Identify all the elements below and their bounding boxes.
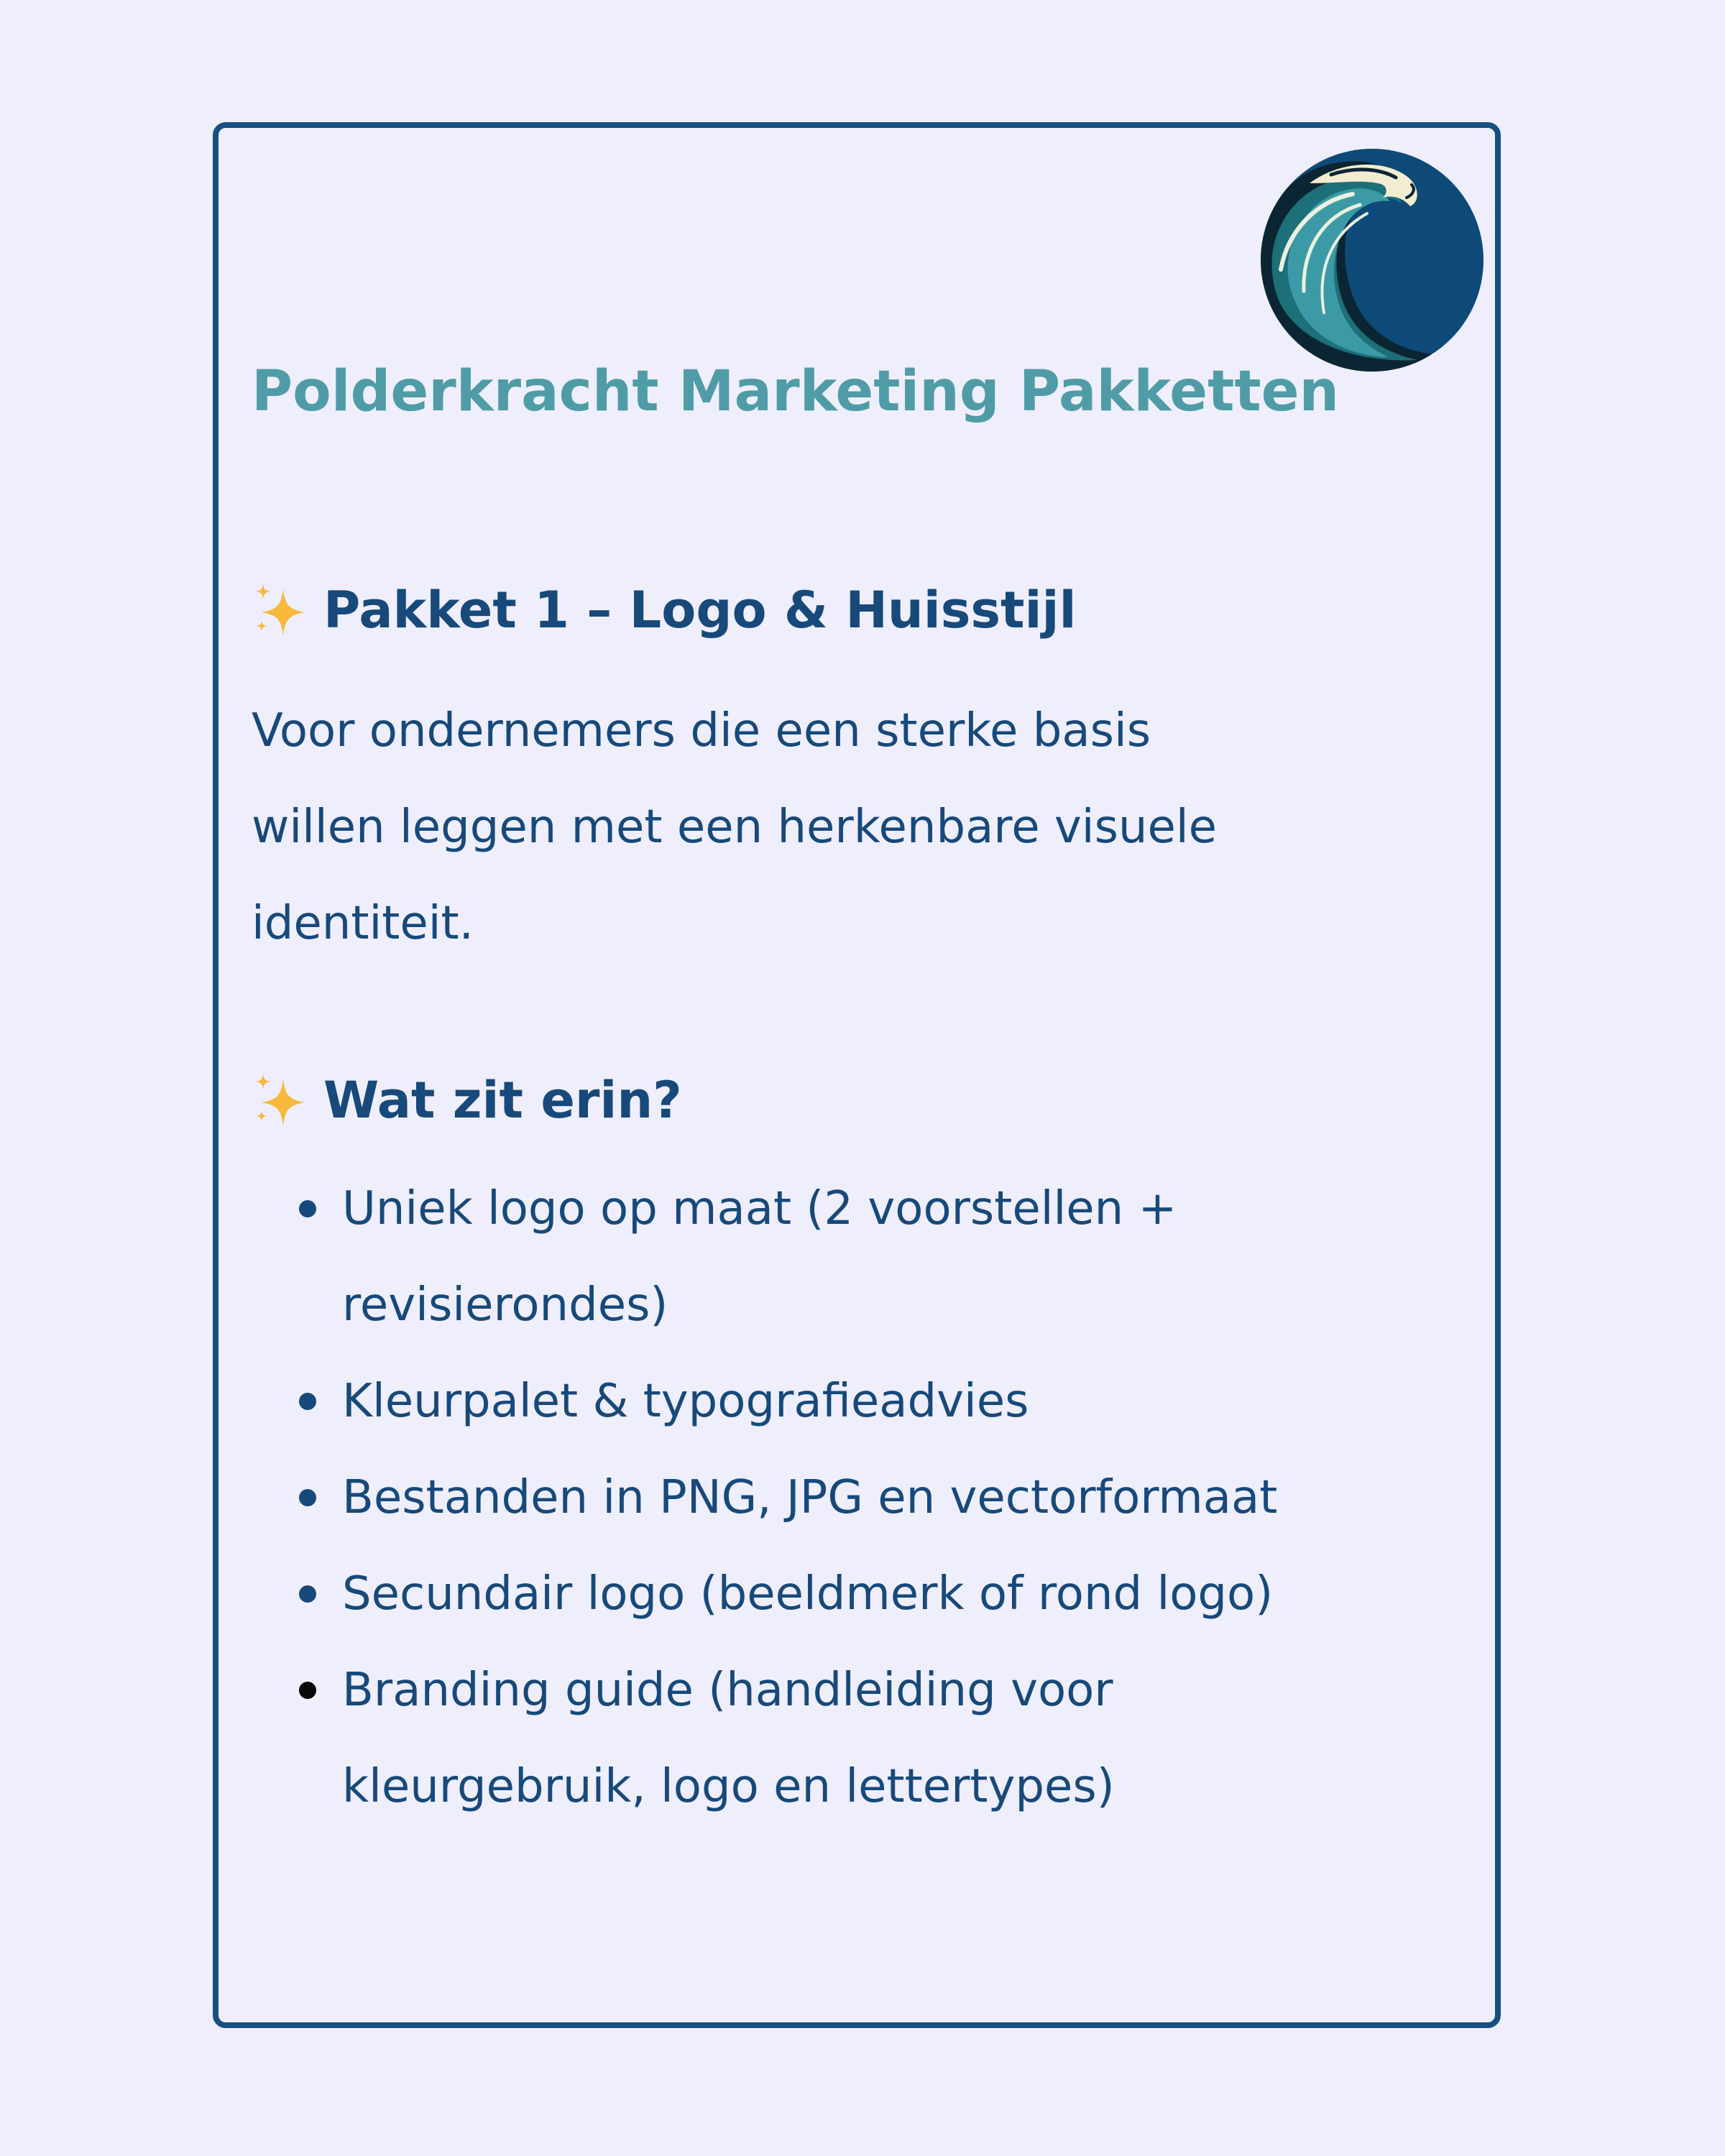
list-item-line: Kleurpalet & typografieadvies — [342, 1375, 1029, 1428]
description-line: willen leggen met een herkenbare visuele — [252, 801, 1217, 854]
description-line: Voor ondernemers die een sterke basis — [252, 704, 1151, 757]
list-item — [252, 1353, 1473, 1450]
description-line: identiteit. — [252, 897, 474, 950]
feature-list — [252, 1161, 1473, 1835]
bullet-icon — [299, 1682, 316, 1699]
package-heading-text: Pakket 1 – Logo & Huisstijl — [323, 581, 1077, 640]
bullet-icon — [299, 1393, 316, 1410]
sparkle-icon — [252, 1072, 308, 1128]
list-item — [252, 1642, 1473, 1835]
list-item — [252, 1546, 1473, 1642]
package-description — [252, 683, 1430, 972]
bullet-icon — [299, 1489, 316, 1506]
list-item-line: Uniek logo op maat (2 voorstellen + — [342, 1182, 1177, 1235]
list-item-line: Branding guide (handleiding voor — [342, 1664, 1113, 1717]
bullet-icon — [299, 1585, 316, 1603]
list-item-line: Bestanden in PNG, JPG en vectorformaat — [342, 1471, 1278, 1524]
page-title: Polderkracht Marketing Pakketten — [252, 359, 1340, 424]
list-item — [252, 1161, 1473, 1353]
contents-heading — [252, 1071, 682, 1130]
list-item-line: Secundair logo (beeldmerk of rond logo) — [342, 1567, 1274, 1621]
sparkle-icon — [252, 582, 308, 638]
wave-logo-icon — [1259, 147, 1485, 373]
package-heading — [252, 581, 1077, 640]
list-item — [252, 1450, 1473, 1546]
bullet-icon — [299, 1200, 316, 1217]
list-item-line: revisierondes) — [342, 1279, 668, 1332]
list-item-line: kleurgebruik, logo en lettertypes) — [342, 1760, 1115, 1813]
contents-heading-text: Wat zit erin? — [323, 1071, 682, 1130]
